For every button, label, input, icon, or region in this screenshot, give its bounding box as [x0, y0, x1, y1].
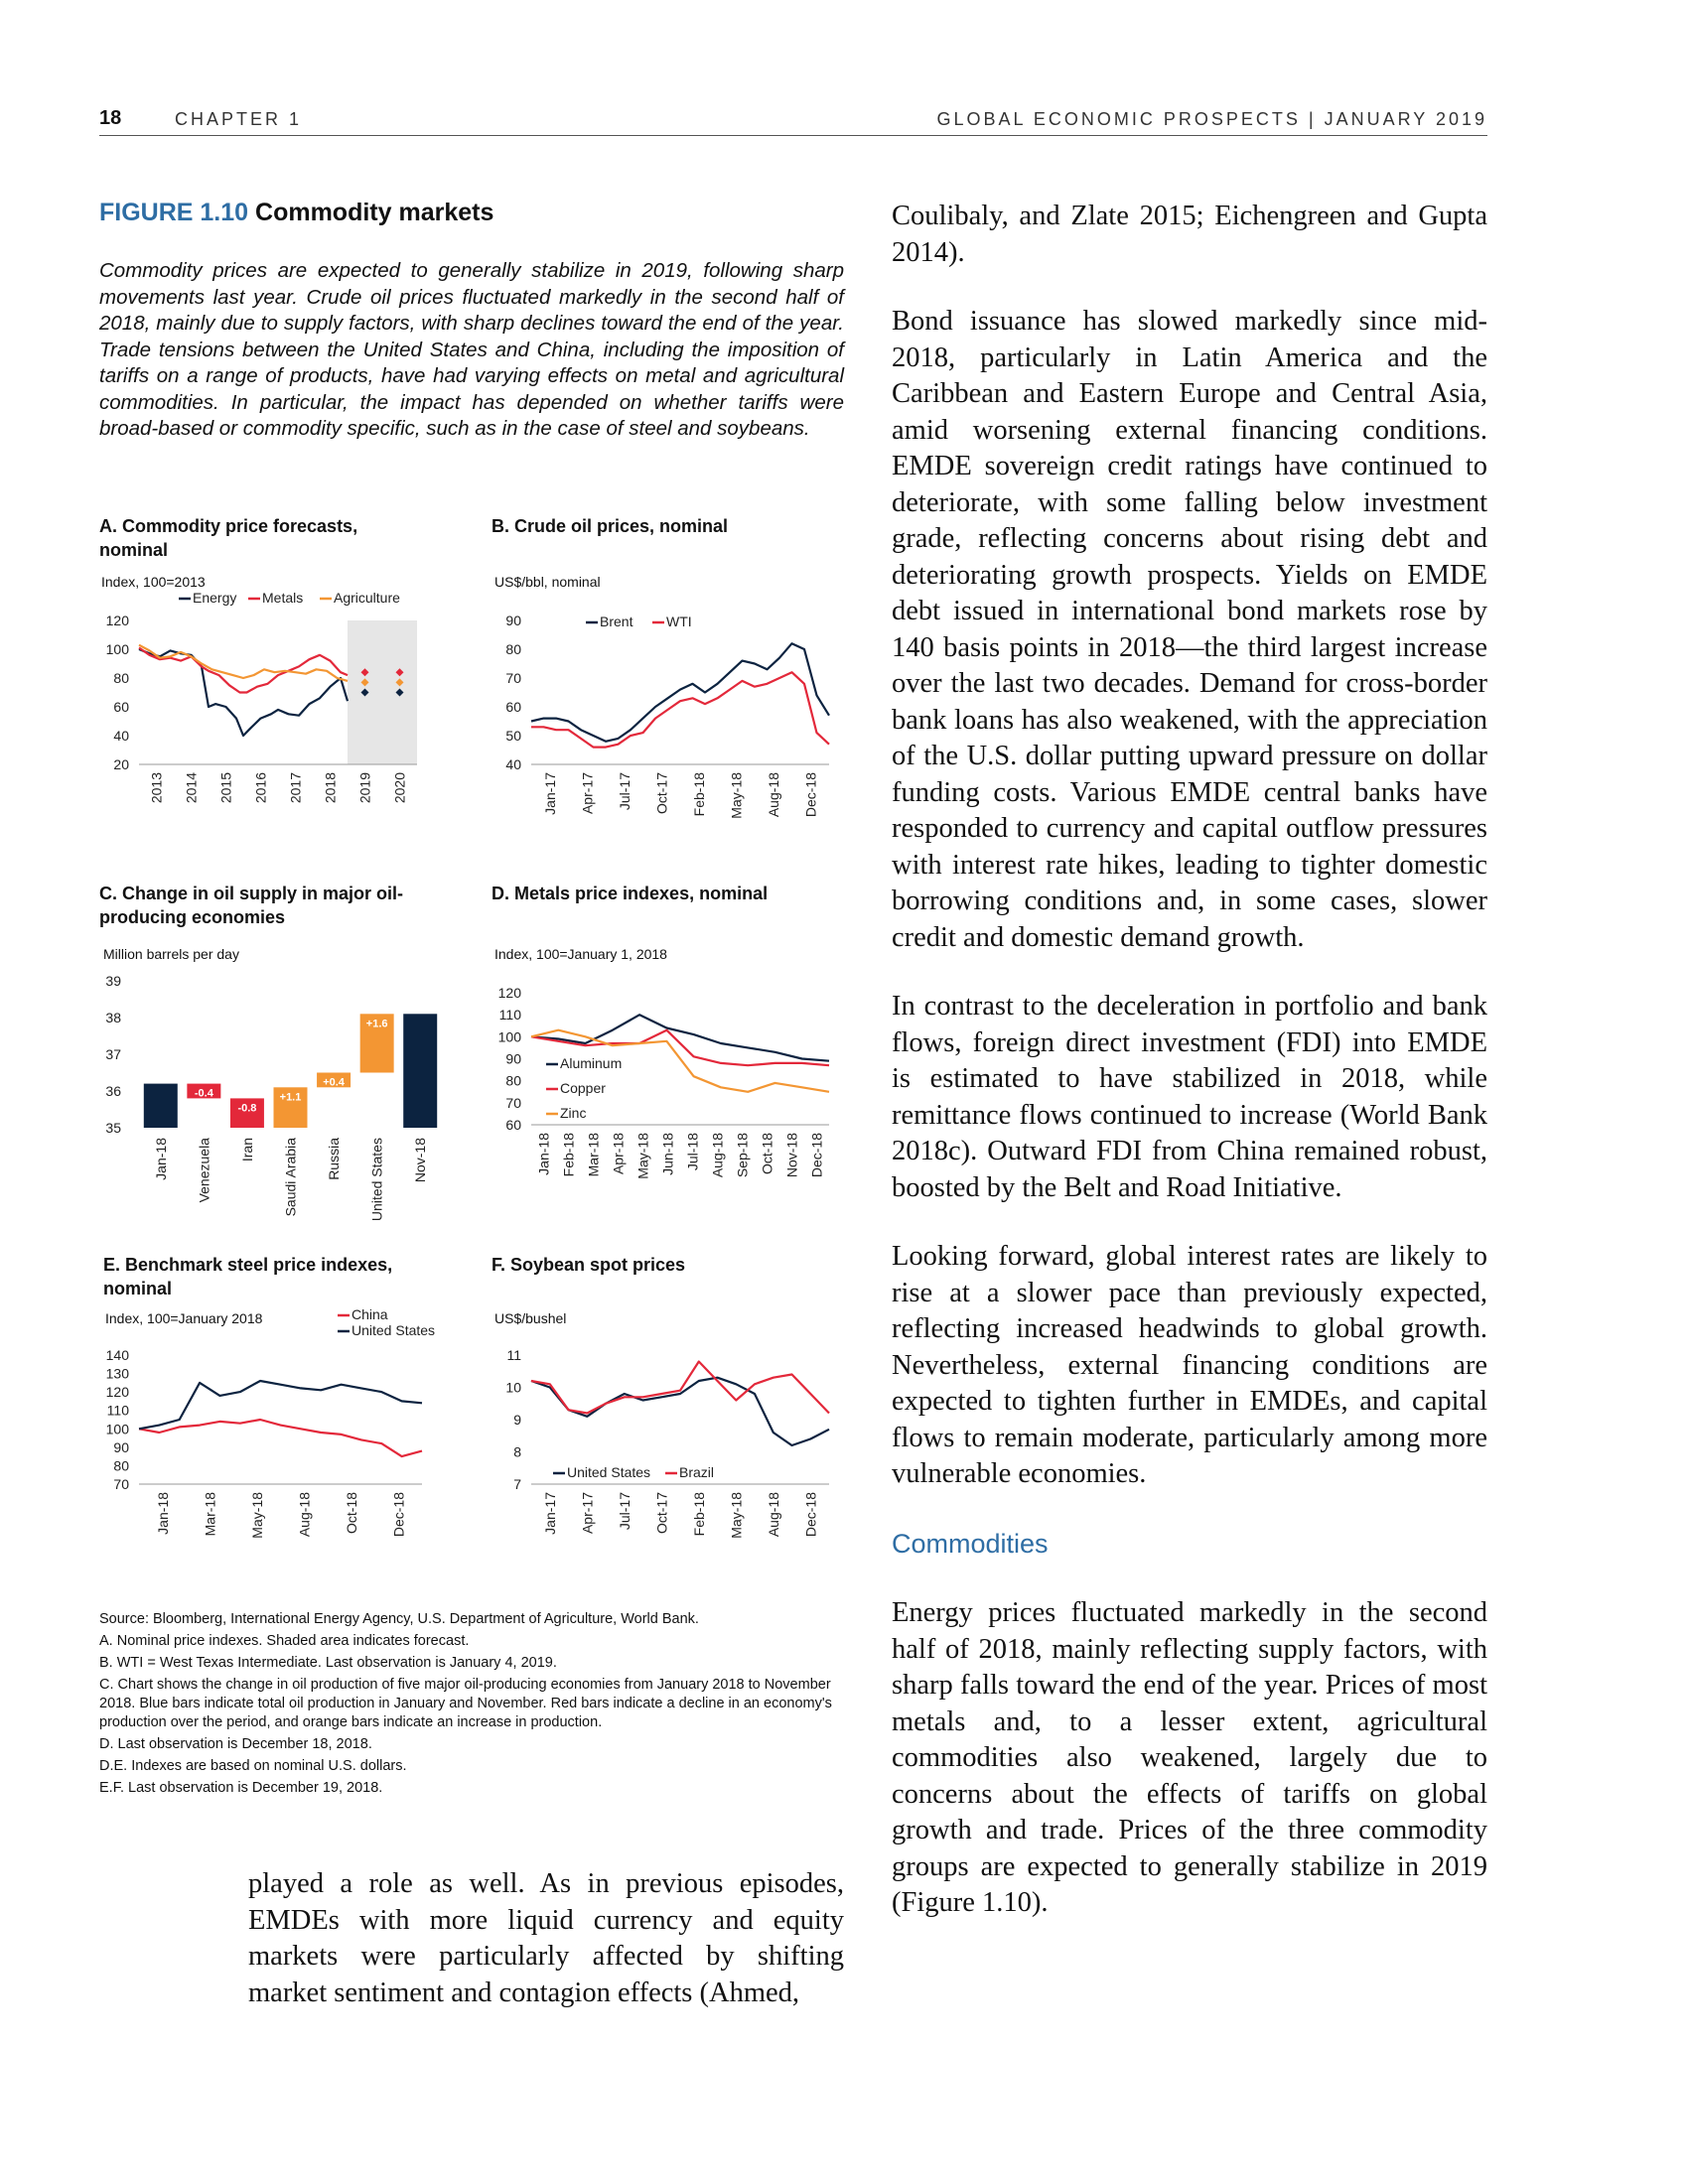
waterfall-bar	[144, 1084, 178, 1128]
y-tick-label: 130	[105, 1365, 129, 1382]
legend-label: WTI	[666, 614, 692, 629]
bar-value-label: +1.1	[279, 1091, 302, 1104]
y-tick-label: 120	[105, 613, 129, 628]
y-tick-label: 40	[505, 756, 521, 772]
bar-value-label: +0.4	[323, 1076, 345, 1089]
x-tick-label: United States	[368, 1138, 385, 1222]
x-tick-label: Apr-17	[579, 1492, 596, 1535]
y-tick-label: 50	[505, 728, 521, 744]
x-tick-label: Aug-18	[296, 1492, 313, 1538]
x-tick-label: Jan-18	[152, 1138, 169, 1180]
legend-label: Copper	[560, 1080, 606, 1096]
figure-number: FIGURE 1.10	[99, 199, 249, 226]
y-tick-label: 60	[505, 699, 521, 715]
y-tick-label: 140	[105, 1347, 129, 1363]
panel-c-chart	[99, 961, 457, 1222]
x-tick-label: Nov-18	[783, 1133, 800, 1178]
x-tick-label: Jun-18	[659, 1133, 676, 1175]
series-line-brazil	[531, 1362, 829, 1414]
x-tick-label: Jul-17	[616, 772, 633, 811]
y-tick-label: 110	[106, 1402, 129, 1419]
y-tick-label: 8	[513, 1443, 521, 1460]
x-tick-label: Sep-18	[734, 1133, 751, 1178]
figure-title	[99, 199, 493, 227]
panel-d-title: D. Metals price indexes, nominal	[492, 884, 769, 903]
panel-b-chart	[492, 591, 844, 839]
legend-label: Agriculture	[334, 590, 400, 606]
y-tick-label: 120	[105, 1384, 129, 1401]
page-number: 18	[99, 107, 122, 129]
x-tick-label: Jul-18	[684, 1133, 701, 1171]
x-tick-label: 2016	[252, 772, 269, 804]
panel-c-title: C. Change in oil supply in major oil-producing economies	[99, 884, 404, 927]
running-header	[99, 107, 1487, 136]
x-tick-label: May-18	[728, 772, 745, 819]
y-tick-label: 100	[497, 1028, 521, 1045]
body-paragraph: Looking forward, global interest rates are likely to rise at a slower pace than previously expected, reflecting increased headwinds to global growth. Nevertheless, external financing conditions are expected to tighten further in EMDEs, and capital flows to remain moderate, particularly among more vulnerable economies.	[892, 1241, 1487, 1489]
x-tick-label: 2017	[287, 772, 304, 804]
x-tick-label: 2015	[217, 772, 234, 804]
panel-e-unit: Index, 100=January 2018	[105, 1310, 263, 1326]
y-tick-label: 35	[105, 1120, 121, 1136]
y-tick-label: 38	[105, 1010, 121, 1025]
y-tick-label: 11	[506, 1347, 521, 1363]
y-tick-label: 80	[505, 641, 521, 657]
x-tick-label: Jul-17	[616, 1492, 633, 1531]
x-tick-label: Oct-18	[759, 1133, 775, 1175]
panel-a-title: A. Commodity price forecasts, nominal	[99, 516, 358, 560]
x-tick-label: Nov-18	[412, 1138, 429, 1183]
x-tick-label: 2019	[356, 772, 373, 804]
y-tick-label: 39	[105, 973, 121, 989]
x-tick-label: Feb-18	[560, 1133, 577, 1177]
y-tick-label: 110	[498, 1007, 521, 1024]
y-tick-label: 90	[505, 1050, 521, 1067]
x-tick-label: Dec-18	[808, 1133, 825, 1178]
panel-a-chart	[99, 591, 457, 839]
note-d: D. Last observation is December 18, 2018.	[99, 1736, 372, 1752]
panel-b-unit: US$/bbl, nominal	[494, 574, 601, 590]
x-tick-label: May-18	[634, 1133, 651, 1179]
body-paragraph: Coulibaly, and Zlate 2015; Eichengreen and Gupta 2014).	[892, 201, 1487, 268]
x-tick-label: Russia	[326, 1138, 343, 1180]
series-line-aluminum	[531, 1015, 829, 1060]
x-tick-label: Oct-17	[653, 1492, 670, 1535]
publication-title: GLOBAL ECONOMIC PROSPECTS | JANUARY 2019	[936, 109, 1487, 129]
body-paragraph: In contrast to the deceleration in portfolio and bank flows, foreign direct investment (FDI) into EMDE is estimated to have stabilized in 2018, while remittance flows continued to increase (World Bank 2018c). Outward FDI from China remained robust, boosted by the Belt and Road Initiative.	[892, 991, 1487, 1203]
note-ef: E.F. Last observation is December 19, 2018.	[99, 1780, 383, 1796]
x-tick-label: Dec-18	[390, 1492, 407, 1538]
right-column-text	[892, 199, 1487, 1955]
x-tick-label: Apr-17	[579, 772, 596, 815]
x-tick-label: Oct-18	[343, 1492, 359, 1535]
figure-name: Commodity markets	[255, 199, 494, 226]
legend-label: Brazil	[679, 1464, 715, 1480]
body-paragraph: Energy prices fluctuated markedly in the second half of 2018, mainly reflecting supply factors, with sharp falls toward the end of the year. Prices of most metals and, to a lesser extent, agricultural commodities also weakened, largely due to concerns about the effects of tariffs on global growth and trade. Prices of the three commodity groups are expected to generally stabilize in 2019 (Figure 1.10).	[892, 1597, 1487, 1918]
x-tick-label: Mar-18	[202, 1492, 218, 1537]
legend-label: United States	[567, 1464, 651, 1480]
x-tick-label: Aug-18	[709, 1133, 726, 1178]
bar-value-label: +1.6	[365, 1018, 388, 1030]
y-tick-label: 90	[113, 1438, 129, 1455]
x-tick-label: 2013	[148, 772, 165, 804]
legend-label: Zinc	[560, 1105, 587, 1121]
y-tick-label: 120	[497, 985, 521, 1001]
y-tick-label: 36	[105, 1083, 121, 1099]
x-tick-label: Mar-18	[585, 1133, 602, 1177]
y-tick-label: 70	[505, 670, 521, 686]
series-line-wti	[531, 672, 829, 747]
waterfall-bar	[403, 1014, 437, 1128]
x-tick-label: May-18	[248, 1492, 265, 1539]
left-column-text	[248, 1866, 844, 2044]
panel-f-title: F. Soybean spot prices	[492, 1255, 686, 1275]
note-a: A. Nominal price indexes. Shaded area indicates forecast.	[99, 1633, 470, 1649]
panel-f-chart	[492, 1325, 844, 1583]
panel-d-unit: Index, 100=January 1, 2018	[494, 946, 667, 962]
note-de: D.E. Indexes are based on nominal U.S. dollars.	[99, 1758, 407, 1774]
x-tick-label: 2014	[183, 772, 200, 804]
legend-label: China	[352, 1306, 388, 1322]
y-tick-label: 60	[505, 1117, 521, 1133]
y-tick-label: 70	[505, 1094, 521, 1111]
note-source: Source: Bloomberg, International Energy Agency, U.S. Department of Agriculture, World Bank.	[99, 1611, 699, 1627]
panel-b-title: B. Crude oil prices, nominal	[492, 516, 729, 536]
x-tick-label: Jan-17	[541, 772, 558, 815]
x-tick-label: Apr-18	[610, 1133, 627, 1175]
y-tick-label: 37	[105, 1046, 121, 1062]
panel-e-title: E. Benchmark steel price indexes, nominal	[103, 1255, 393, 1298]
y-tick-label: 80	[113, 1457, 129, 1474]
panel-c-unit: Million barrels per day	[103, 946, 239, 962]
figure-caption: Commodity prices are expected to generally stabilize in 2019, following sharp movements last year. Crude oil prices fluctuated markedly in the second half of 2018, mainly due to supply factors, with sharp declines toward the end of the year. Trade tensions between the United States and China, including the imposition of tariffs on a range of products, have had varying effects on metal and agricultural commodities. In particular, the impact has depended on whether tariffs were broad-based or commodity specific, such as in the case of steel and soybeans.	[99, 259, 844, 440]
panel-d-chart	[492, 961, 844, 1209]
series-line-china	[139, 1420, 422, 1456]
y-tick-label: 70	[113, 1476, 129, 1492]
panel-f-unit: US$/bushel	[494, 1310, 567, 1326]
y-tick-label: 80	[505, 1072, 521, 1089]
legend-label: Aluminum	[560, 1055, 623, 1071]
x-tick-label: 2018	[322, 772, 339, 804]
y-tick-label: 80	[113, 670, 129, 686]
section-heading-commodities: Commodities	[892, 1528, 1049, 1559]
note-b: B. WTI = West Texas Intermediate. Last observation is January 4, 2019.	[99, 1655, 557, 1671]
y-tick-label: 9	[513, 1412, 521, 1428]
y-tick-label: 100	[105, 641, 129, 657]
x-tick-label: May-18	[728, 1492, 745, 1539]
legend-label: Brent	[600, 614, 633, 629]
series-line-brent	[531, 643, 829, 742]
x-tick-label: Dec-18	[802, 772, 819, 818]
bar-value-label: -0.8	[237, 1102, 257, 1115]
x-tick-label: Venezuela	[196, 1138, 212, 1203]
forecast-shade	[348, 620, 417, 764]
x-tick-label: Aug-18	[765, 1492, 781, 1538]
x-tick-label: Jan-18	[535, 1133, 552, 1175]
chapter-label: CHAPTER 1	[175, 109, 303, 129]
panel-a-unit: Index, 100=2013	[101, 574, 206, 590]
x-tick-label: Jan-18	[154, 1492, 171, 1535]
y-tick-label: 20	[113, 756, 129, 772]
y-tick-label: 100	[105, 1421, 129, 1437]
legend-label: Metals	[262, 590, 304, 606]
x-tick-label: Feb-18	[690, 772, 707, 817]
y-tick-label: 90	[505, 613, 521, 628]
figure-notes	[99, 1610, 844, 1801]
body-paragraph: played a role as well. As in previous episodes, EMDEs with more liquid currency and equity markets were particularly affected by shifting market sentiment and contagion effects (Ahmed,	[248, 1868, 844, 2008]
x-tick-label: Saudi Arabia	[282, 1138, 299, 1217]
y-tick-label: 7	[513, 1476, 521, 1492]
x-tick-label: Dec-18	[802, 1492, 819, 1538]
note-c: C. Chart shows the change in oil production of five major oil-producing economies from January 2018 to November 2018. Blue bars indicate total oil production in January and November. Red bars indicate a decline in an economy's production over the period, and orange bars indicate an increase in production.	[99, 1677, 832, 1730]
x-tick-label: Jan-17	[541, 1492, 558, 1535]
x-tick-label: Feb-18	[690, 1492, 707, 1537]
legend-label: United States	[352, 1322, 436, 1338]
x-tick-label: Iran	[238, 1138, 255, 1162]
series-line-united-states	[139, 1381, 422, 1429]
bar-value-label: -0.4	[194, 1087, 213, 1100]
body-paragraph: Bond issuance has slowed markedly since mid-2018, particularly in Latin America and the Caribbean and Eastern Europe and Central Asia, amid worsening external financing conditions. EMDE sovereign credit ratings have continued to deteriorate, with some falling below investment grade, reflecting concerns about rising debt and deteriorating growth prospects. Yields on EMDE debt issued in international bond markets rose by 140 basis points in 2018—the third largest increase over the last two decades. Demand for cross-border bank loans has also weakened, with the appreciation of the U.S. dollar putting upward pressure on dollar funding costs. Various EMDE central banks have responded to currency and capital outflow pressures with interest rate hikes, leading to tighter domestic borrowing conditions and, in some cases, slower credit and domestic demand growth.	[892, 306, 1487, 953]
legend-label: Energy	[193, 590, 237, 606]
y-tick-label: 40	[113, 728, 129, 744]
x-tick-label: Aug-18	[765, 772, 781, 818]
x-tick-label: 2020	[391, 772, 408, 804]
y-tick-label: 10	[505, 1379, 521, 1396]
y-tick-label: 60	[113, 699, 129, 715]
x-tick-label: Oct-17	[653, 772, 670, 815]
